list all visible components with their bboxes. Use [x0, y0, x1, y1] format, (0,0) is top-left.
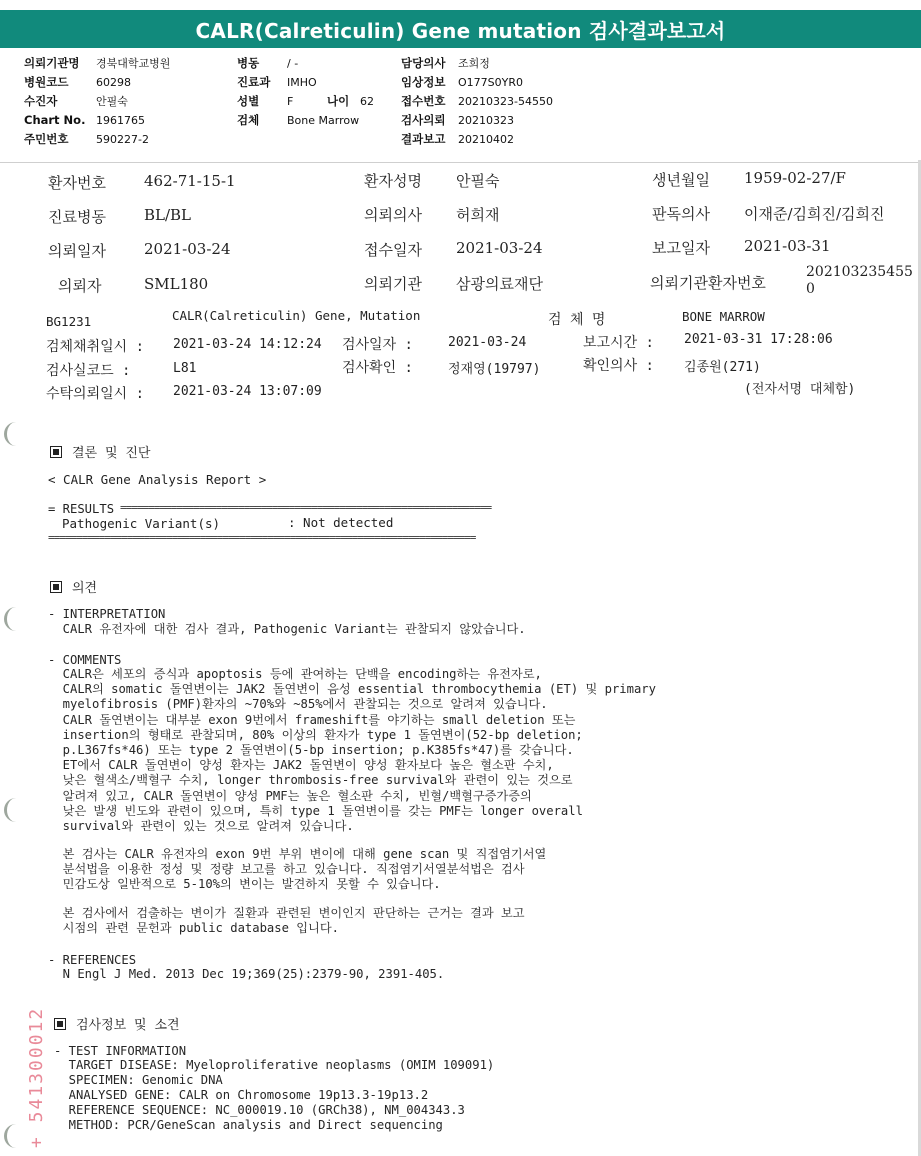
test-date-value: 2021-03-24: [448, 335, 527, 350]
patient-label: 판독의사: [652, 205, 710, 223]
header-field-sex: [237, 92, 374, 111]
testinfo-heading-text: 검사정보 및 소견: [76, 1018, 180, 1033]
confirm-label: 검사확인 :: [342, 360, 413, 376]
header-value: O177S0YR0: [458, 76, 523, 89]
patient-label: 환자번호: [48, 174, 106, 192]
header-col-1: [24, 54, 170, 149]
header-field-receipt-no: [401, 92, 553, 111]
patient-value-cont: 0: [806, 281, 815, 297]
patient-value: BL/BL: [144, 206, 192, 224]
report-title: CALR(Calreticulin) Gene mutation 검사결과보고서: [0, 10, 921, 48]
patient-value: 1959-02-27/F: [744, 169, 846, 187]
test-information-line: TARGET DISEASE: Myeloproliferative neoplasms (OMIM 109091): [54, 1058, 495, 1072]
references-heading: - REFERENCES: [48, 953, 137, 967]
patient-label: 의뢰기관환자번호: [650, 274, 766, 292]
header-label-age: 나이: [327, 94, 350, 108]
header-field-patient: [24, 92, 170, 111]
header-field-doctor: [401, 54, 553, 73]
test-code: BG1231: [46, 314, 92, 329]
report-time-label: 보고시간 :: [583, 335, 654, 351]
room-value: L81: [173, 361, 197, 376]
binder-hole: [4, 1124, 23, 1148]
binder-hole: [4, 422, 23, 446]
header-field-request-date: [401, 111, 553, 130]
header-value: 20210323-54550: [458, 95, 553, 108]
header-field-hospital-code: [24, 73, 170, 92]
test-information-line: SPECIMEN: Genomic DNA: [54, 1073, 223, 1087]
specimen-label: 검 체 명: [548, 312, 606, 328]
header-label: 병원코드: [24, 75, 69, 89]
doctor-label: 확인의사 :: [583, 358, 654, 374]
conclusion-heading: [50, 442, 150, 461]
comments-text: CALR은 세포의 증식과 apoptosis 등에 관여하는 단백을 encoding하는 유전자로, CALR의 somatic 돌연변이는 JAK2 돌연변이 음성 essential thrombocythemia (ET) 및 primary myelofibrosis (PMF)환자의 ~70%와 ~85%에서 관찰되는 것으로 알려져 있습니다. CALR 돌연변이는 대부분 exon 9번에서 frameshift를 야기하는 small deletion 또는 insertion의 형태로 관찰되며, 80% 이상의 환자가 type 1 돌연변이(52-bp deletion; p.L367fs*46) 또는 type 2 돌연변이(5-bp insertion; p.K385fs*47)를 갖습니다. ET에서 CALR 돌연변이 양성 환자는 JAK2 돌연변이 양성 환자보다 높은 혈소판 수치, 낮은 혈색소/백혈구 수치, longer thrombosis-free survival와 관련이 있는 것으로 알려져 있고, CALR 돌연변이 양성 PMF는 높은 혈소판 수치, 빈혈/백혈구증가증의 낮은 발생 빈도와 관련이 있으며, 특히 type 1 돌연변이를 갖는 PMF는 longer overall survival와 관련이 있는 것으로 알려져 있습니다.: [62, 667, 656, 834]
test-information-line: ANALYSED GENE: CALR on Chromosome 19p13.3-19p13.2: [54, 1088, 429, 1102]
header-field-chart-no: [24, 111, 170, 130]
request-label: 수탁의뢰일시 :: [46, 386, 145, 402]
patient-label: 진료병동: [48, 208, 106, 226]
header-value: Bone Marrow: [287, 114, 360, 127]
header-field-specimen: [237, 111, 374, 130]
room-label: 검사실코드 :: [46, 363, 131, 379]
method-text: 본 검사는 CALR 유전자의 exon 9번 부위 변이에 대해 gene scan 및 직접염기서열 분석법을 이용한 정성 및 정량 보고를 하고 있습니다. 직접염기서열분석법은 검사 민감도상 일반적으로 5-10%의 변이는 발견하지 못할 수 있습니다.: [62, 847, 547, 892]
references-text: N Engl J Med. 2013 Dec 19;369(25):2379-90, 2391-405.: [48, 967, 445, 981]
patient-value: SML180: [144, 275, 209, 293]
header-field-institution: [24, 54, 170, 73]
signature-note: (전자서명 대체함): [744, 382, 856, 397]
header-label: 수진자: [24, 94, 58, 108]
header-label: 결과보고: [401, 132, 446, 146]
patient-value: 2021-03-24: [144, 240, 231, 258]
doctor-value: 김종원(271): [684, 360, 761, 375]
binder-hole: [4, 607, 23, 631]
basis-text: 본 검사에서 검출하는 변이가 질환과 관련된 변이인지 판단하는 근거는 결과 보고 시점의 관련 문헌과 public database 입니다.: [62, 906, 525, 936]
header-value: 60298: [96, 76, 131, 89]
testinfo-heading: [54, 1014, 180, 1033]
header-value: 590227-2: [96, 133, 149, 146]
collect-value: 2021-03-24 14:12:24: [173, 337, 322, 352]
header-label: 접수번호: [401, 94, 446, 108]
header-label: 담당의사: [401, 56, 446, 70]
header-value: F: [287, 95, 294, 108]
patient-value: 허희재: [456, 206, 500, 224]
header-value: IMHO: [287, 76, 317, 89]
test-information-heading: - TEST INFORMATION: [54, 1044, 187, 1058]
pathogenic-value: : Not detected: [288, 515, 394, 530]
results-label: = RESULTS: [48, 502, 115, 516]
header-col-3: [401, 54, 553, 149]
opinion-heading: [50, 577, 97, 596]
header-label: 검사의뢰: [401, 113, 446, 127]
patient-label: 의뢰일자: [48, 242, 106, 260]
square-bullet-icon: [54, 1018, 66, 1030]
header-label: 검체: [237, 113, 260, 127]
header-value: 안필숙: [96, 95, 128, 108]
report-time-value: 2021-03-31 17:28:06: [684, 332, 833, 347]
patient-value: 2021-03-24: [456, 239, 543, 257]
header-value: 20210323: [458, 114, 514, 127]
comments-heading: - COMMENTS: [48, 653, 122, 667]
header-field-report-date: [401, 130, 553, 149]
confirm-value: 정재영(19797): [448, 362, 541, 377]
header-field-resident-no: [24, 130, 170, 149]
patient-label: 생년월일: [652, 171, 710, 189]
header-col-2: [237, 54, 374, 130]
patient-label: 의뢰자: [58, 277, 102, 295]
patient-value: 삼광의료재단: [456, 275, 543, 293]
results-bottom-rule: ============================================================================: [48, 531, 476, 544]
test-date-label: 검사일자 :: [342, 337, 413, 353]
patient-label: 보고일자: [652, 239, 710, 257]
patient-value: 2021-03-31: [744, 237, 831, 255]
header-divider: [0, 162, 921, 163]
patient-label: 의뢰의사: [364, 206, 422, 224]
report-subtitle: < CALR Gene Analysis Report >: [48, 472, 267, 487]
header-label: Chart No.: [24, 113, 86, 127]
header-field-clinical-info: [401, 73, 553, 92]
interpretation-heading: - INTERPRETATION: [48, 607, 166, 621]
results-rule: ==================================================================: [120, 501, 492, 514]
request-value: 2021-03-24 13:07:09: [173, 384, 322, 399]
header-label: 주민번호: [24, 132, 69, 146]
square-bullet-icon: [50, 446, 62, 458]
header-field-ward: [237, 54, 374, 73]
header-field-department: [237, 73, 374, 92]
patient-value: 202103235455: [806, 264, 913, 280]
collect-label: 검체채취일시 :: [46, 339, 145, 355]
opinion-heading-text: 의견: [72, 581, 98, 596]
binder-hole: [4, 798, 23, 822]
patient-value: 이재준/김희진/김희진: [744, 205, 885, 223]
header-value-age: 62: [360, 95, 374, 108]
patient-label: 의뢰기관: [364, 275, 422, 293]
header-label: 의뢰기관명: [24, 56, 80, 70]
header-value: 조희정: [458, 57, 490, 70]
header-label: 병동: [237, 56, 260, 70]
patient-label: 환자성명: [364, 172, 422, 190]
header-value: / -: [287, 57, 299, 70]
header-value: 경북대학교병원: [96, 57, 171, 70]
header-value: 1961765: [96, 114, 145, 127]
square-bullet-icon: [50, 581, 62, 593]
header-label: 진료과: [237, 75, 271, 89]
patient-label: 접수일자: [364, 241, 422, 259]
side-stamp: + 541300012: [26, 1006, 47, 1148]
specimen-value: BONE MARROW: [682, 309, 765, 324]
patient-value: 안필숙: [456, 172, 500, 190]
patient-value: 462-71-15-1: [144, 172, 236, 190]
header-label: 임상정보: [401, 75, 446, 89]
test-name: CALR(Calreticulin) Gene, Mutation: [172, 308, 421, 323]
test-information-line: METHOD: PCR/GeneScan analysis and Direct sequencing: [54, 1118, 443, 1132]
interpretation-text: CALR 유전자에 대한 검사 결과, Pathogenic Variant는 관찰되지 않았습니다.: [48, 622, 526, 636]
header-label: 성별: [237, 94, 260, 108]
conclusion-heading-text: 결론 및 진단: [72, 446, 151, 461]
test-information-line: REFERENCE SEQUENCE: NC_000019.10 (GRCh38), NM_004343.3: [54, 1103, 465, 1117]
header-value: 20210402: [458, 133, 514, 146]
pathogenic-label: Pathogenic Variant(s): [62, 516, 221, 531]
